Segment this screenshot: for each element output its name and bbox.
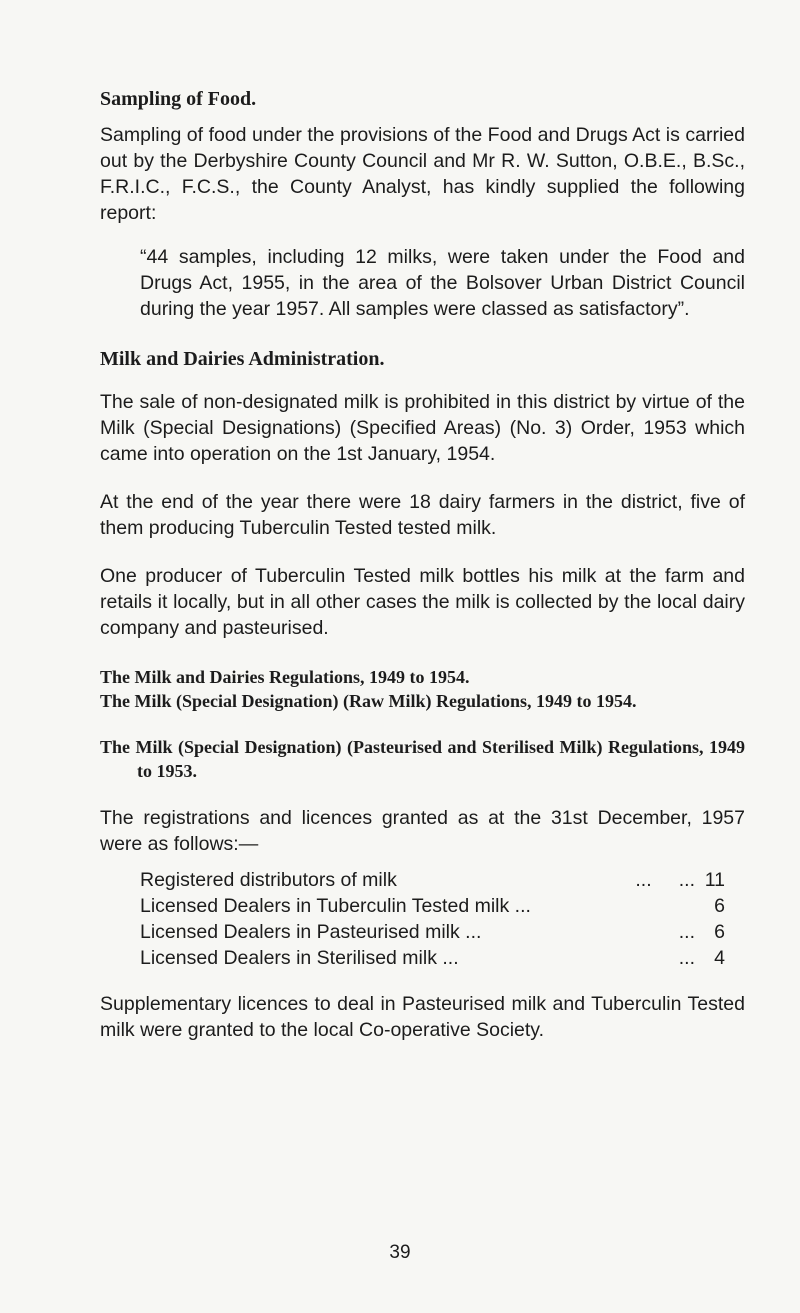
document-page: [100, 86, 745, 1043]
sampling-paragraph: Sampling of food under the provisions of the Food and Drugs Act is carried out by the Derbyshire County Council and Mr R. W. Sutton, O.B.E., B.Sc., F.R.I.C., F.C.S., the County Analyst, has kindly supplied the following report:: [100, 124, 745, 224]
page-number: 39: [389, 1242, 411, 1263]
county-analyst-quote: “44 samples, including 12 milks, were taken under the Food and Drugs Act, 1955, in the area of the Bolsover Urban District Council during the year 1957. All samples were classed as satisfactory”.: [140, 246, 745, 320]
row-count: 6: [714, 921, 725, 943]
row-count: 11: [704, 869, 725, 891]
table-row: [140, 893, 725, 919]
row-label: Licensed Dealers in Tuberculin Tested milk ...: [140, 895, 531, 917]
table-row: [140, 919, 725, 945]
producer-paragraph: One producer of Tuberculin Tested milk bottles his milk at the farm and retails it locally, but in all other cases the milk is collected by the local dairy company and pasteurised.: [100, 565, 745, 639]
regulation-title: The Milk (Special Designation) (Pasteurised and Sterilised Milk) Regulations, 1949 to 1953.: [100, 737, 745, 781]
supplementary-licences-paragraph: Supplementary licences to deal in Pasteurised milk and Tuberculin Tested milk were granted to the local Co-operative Society.: [100, 993, 745, 1041]
row-leader: ...: [678, 921, 695, 943]
regulation-title: The Milk (Special Designation) (Raw Milk) Regulations, 1949 to 1954.: [100, 691, 637, 711]
row-label: Registered distributors of milk: [140, 869, 397, 891]
table-row: [140, 867, 725, 893]
sampling-heading: Sampling of Food.: [100, 88, 257, 110]
regulation-title: The Milk and Dairies Regulations, 1949 to 1954.: [100, 667, 470, 687]
table-row: [140, 945, 725, 971]
dairy-farmers-paragraph: At the end of the year there were 18 dairy farmers in the district, five of them producing Tuberculin Tested tested milk.: [100, 491, 745, 539]
row-label: Licensed Dealers in Sterilised milk ...: [140, 947, 459, 969]
row-label: Licensed Dealers in Pasteurised milk ...: [140, 921, 482, 943]
non-designated-milk-paragraph: The sale of non-designated milk is prohibited in this district by virtue of the Milk (Special Designations) (Specified Areas) (No. 3) Order, 1953 which came into operation on the 1st January, 1954.: [100, 391, 745, 465]
row-leader: ...: [678, 947, 695, 969]
milk-dairies-heading: Milk and Dairies Administration.: [100, 348, 385, 370]
registrations-table: [140, 867, 725, 971]
registrations-intro: The registrations and licences granted as at the 31st December, 1957 were as follows:—: [100, 807, 745, 855]
regulations-list: [100, 665, 745, 783]
row-count: 4: [714, 947, 725, 969]
row-leader: ... ...: [635, 869, 695, 891]
row-leader: [620, 893, 703, 919]
row-count: 6: [714, 895, 725, 917]
